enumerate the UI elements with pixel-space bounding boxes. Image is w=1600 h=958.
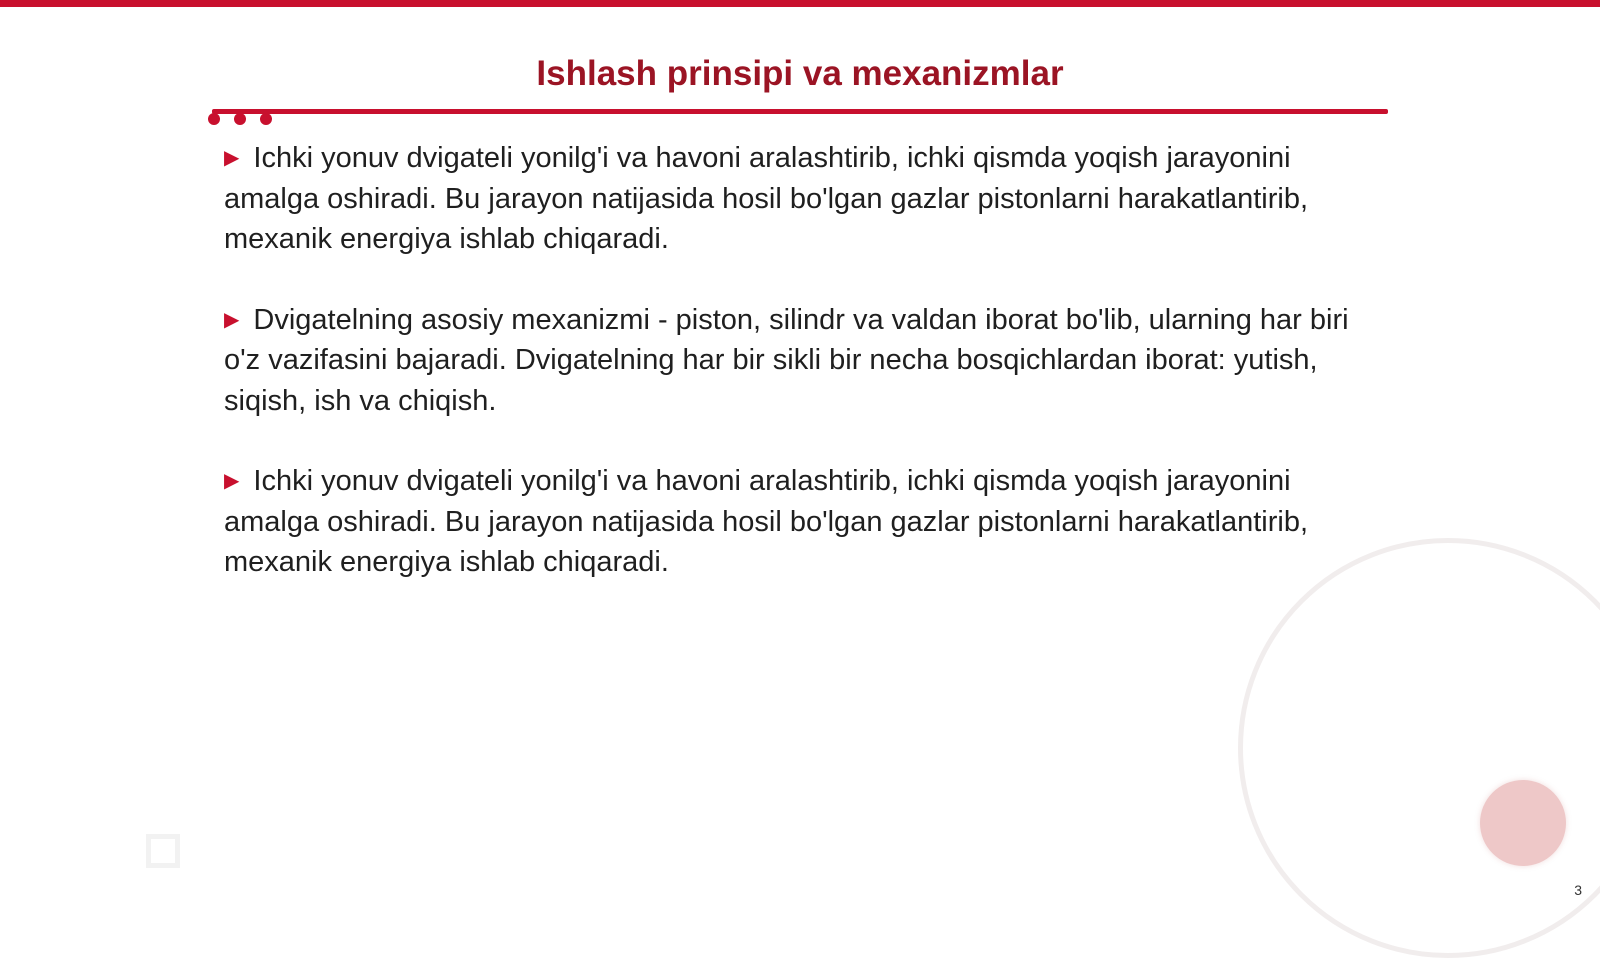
bullet-item <box>224 300 1384 422</box>
top-accent-bar <box>0 0 1600 7</box>
rule-dot-3 <box>260 113 272 125</box>
page-number: 3 <box>1574 882 1582 898</box>
title-underline <box>212 109 1388 114</box>
rule-dot-2 <box>234 113 246 125</box>
bullet-arrow-icon: ▶ <box>224 308 240 331</box>
bullet-list <box>224 138 1384 623</box>
bullet-text: Ichki yonuv dvigateli yonilg'i va havoni aralashtirib, ichki qismda yoqish jarayonini amalga oshiradi. Bu jarayon natijasida hosil bo'lgan gazlar pistonlarni harakatlantirib, mexanik energiya ishlab chiqaradi. <box>224 465 1309 578</box>
decorative-square <box>146 834 180 868</box>
rule-dot-1 <box>208 113 220 125</box>
decorative-circle <box>1480 780 1566 866</box>
slide-title: Ishlash prinsipi va mexanizmlar <box>536 54 1064 93</box>
bullet-arrow-icon: ▶ <box>224 147 240 169</box>
bullet-arrow-icon: ▶ <box>224 470 240 492</box>
bullet-text: Dvigatelning asosiy mexanizmi - piston, silindr va valdan iborat bo'lib, ularning har biri o'z vazifasini bajaradi. Dvigatelning har bir sikli bir necha bosqichlardan iborat: yutish, siqish, ish va chiqish. <box>224 303 1349 417</box>
bullet-item <box>224 138 1384 260</box>
bullet-item <box>224 461 1384 583</box>
bullet-text: Ichki yonuv dvigateli yonilg'i va havoni aralashtirib, ichki qismda yoqish jarayonini amalga oshiradi. Bu jarayon natijasida hosil bo'lgan gazlar pistonlarni harakatlantirib, mexanik energiya ishlab chiqaradi. <box>224 142 1309 255</box>
